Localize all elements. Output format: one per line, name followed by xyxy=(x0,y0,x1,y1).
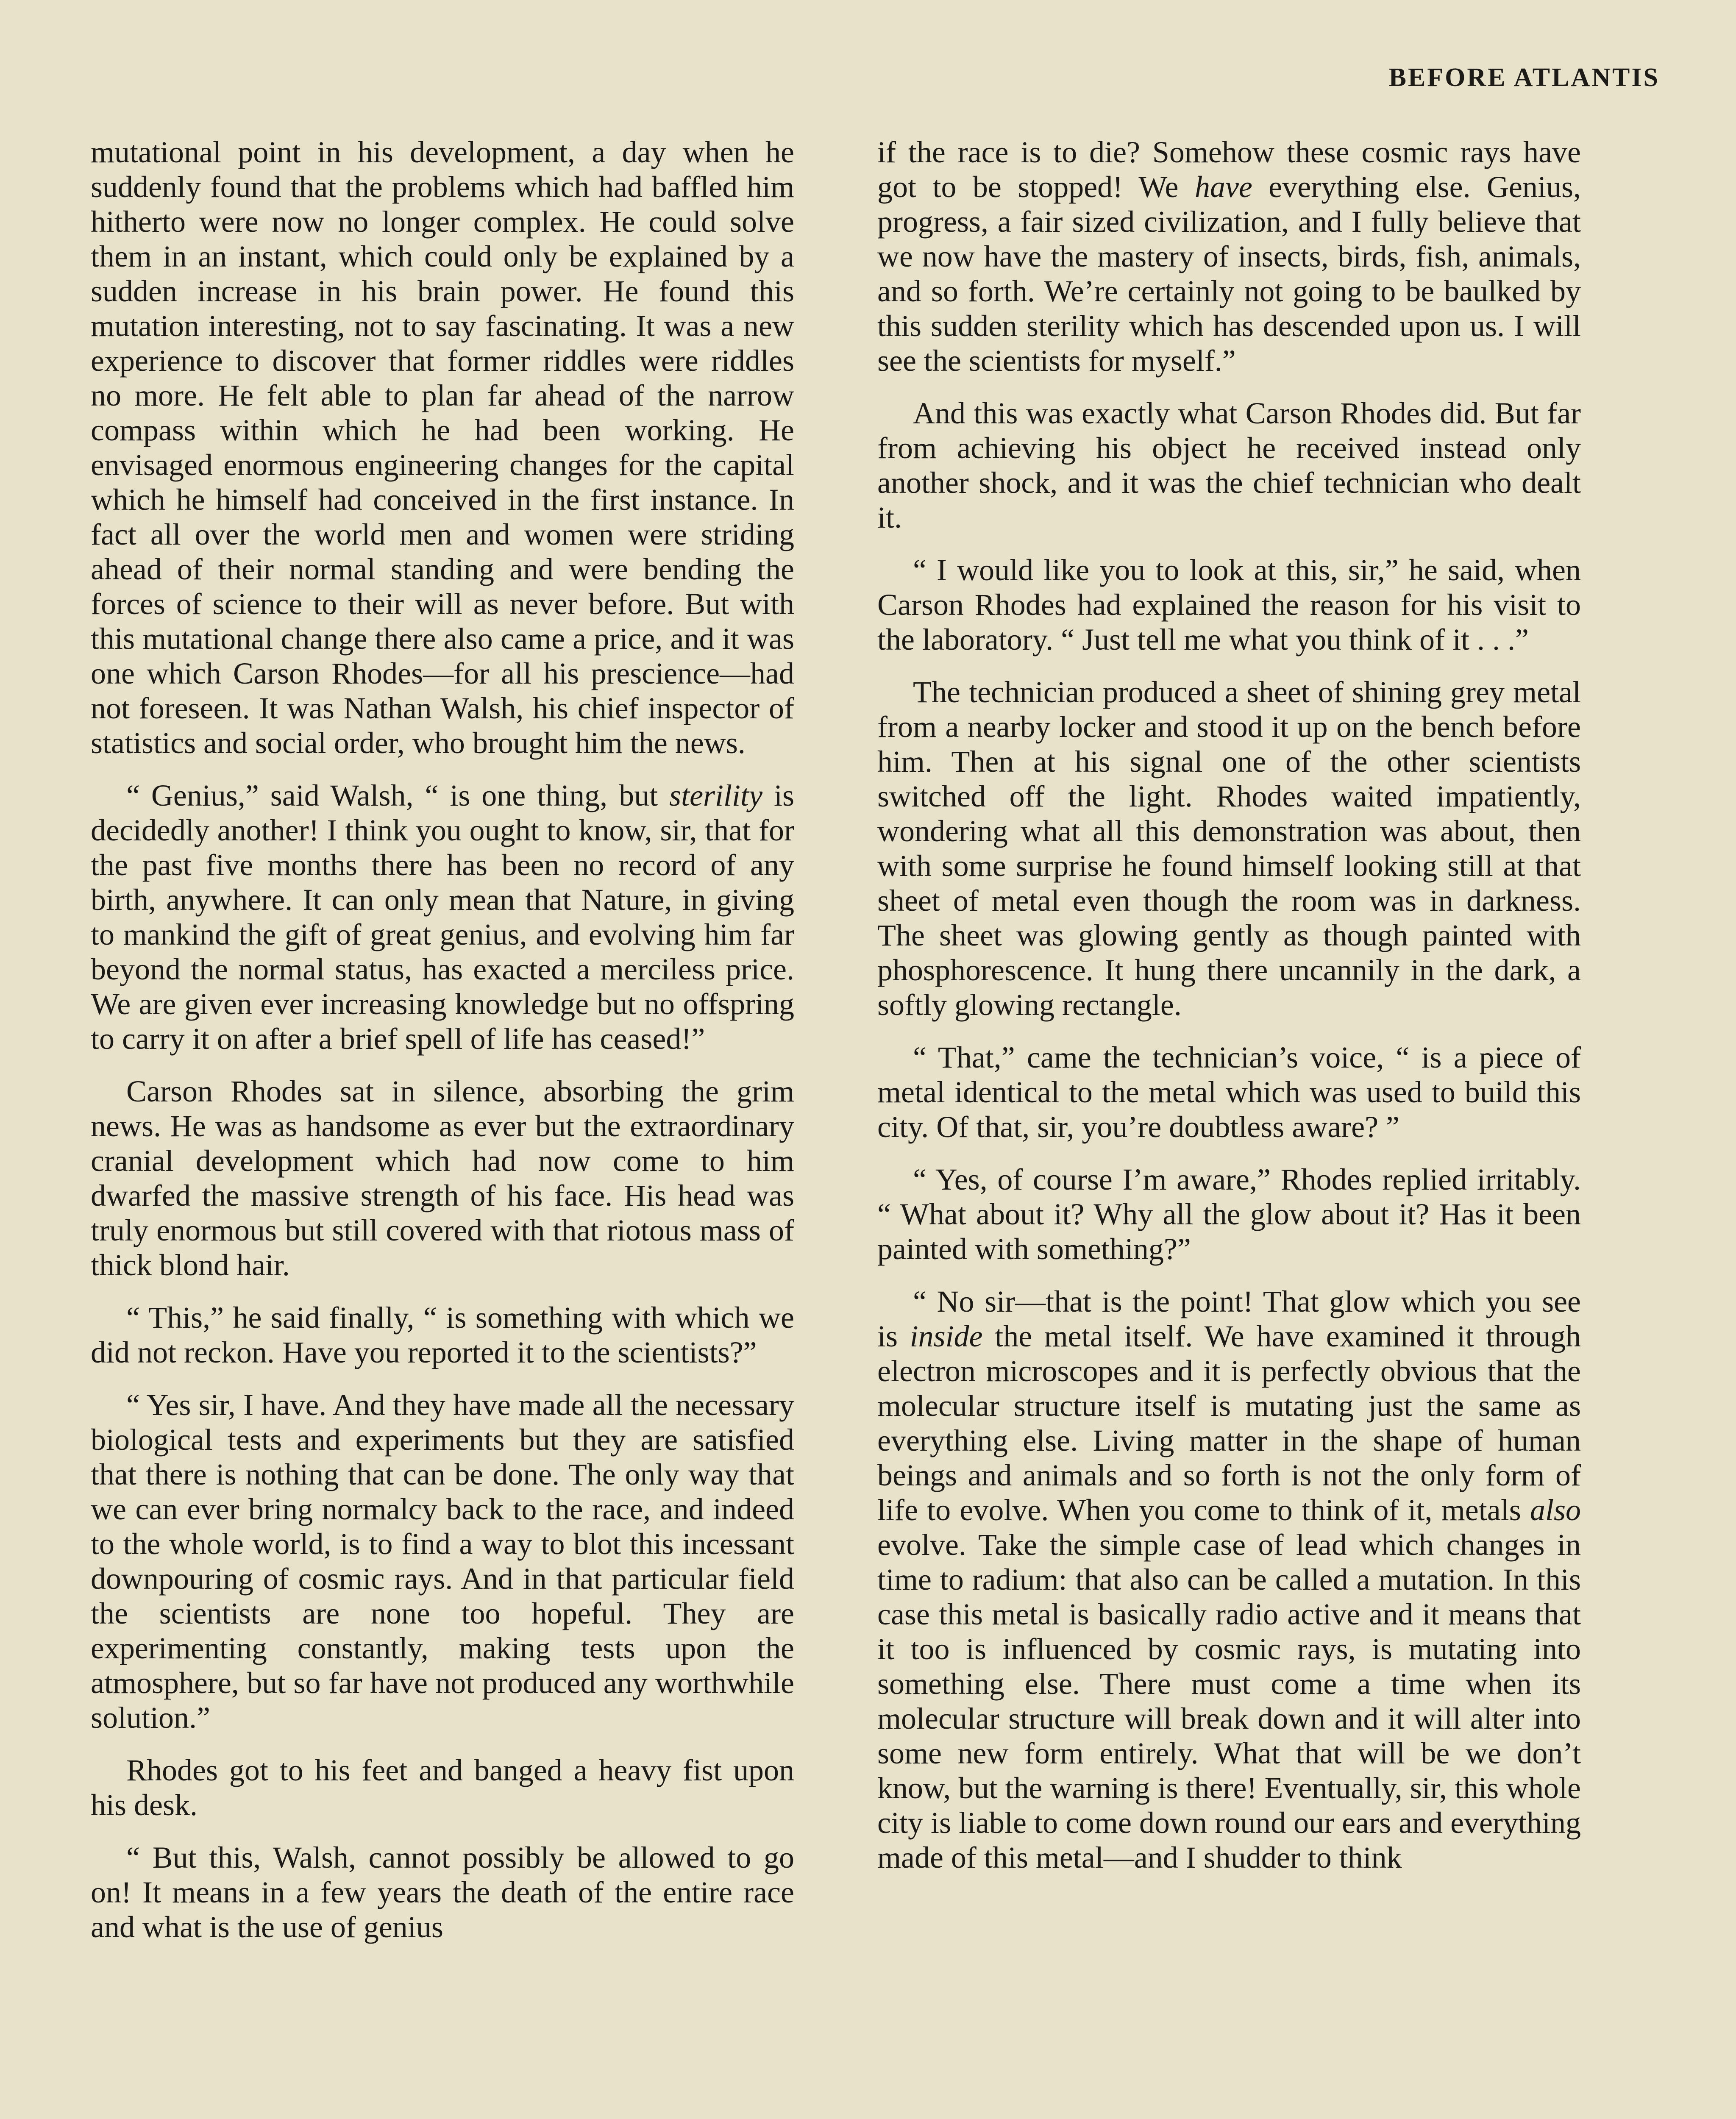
paragraph: “ Yes sir, I have. And they have made all the necessary biological tests and experiments but they are satisfied that there is nothing that can be done. The only way that we can ever bring normalcy back to the race, and indeed to the whole world, is to find a way to blot this incessant downpouring of cosmic rays. And in that particular field the scientists are none too hopeful. They are experimenting constantly, making tests upon the atmosphere, but so far have not produced any worthwhile solution.” xyxy=(91,1388,794,1735)
paragraph-text: “ Genius,” said Walsh, “ is one thing, but xyxy=(126,779,670,812)
paragraph: And this was exactly what Carson Rhodes did. But far from achieving his object he received instead only another shock, and it was the chief technician who dealt it. xyxy=(877,396,1581,534)
paragraph: The technician produced a sheet of shining grey metal from a nearby locker and stood it up on the bench before him. Then at his signal one of the other scientists switched off the light. Rhodes waited impatiently, wondering what all this demonstration was about, then with some surprise he found himself looking still at that sheet of metal even though the room was in darkness. The sheet was glowing gently as though painted with phosphorescence. It hung there uncannily in the dark, a softly glowing rectangle. xyxy=(877,675,1581,1022)
paragraph-text: is decidedly another! I think you ought to know, sir, that for the past five months there has been no record of any birth, anywhere. It can only mean that Nature, in giving to mankind the gift of great genius, and evolving him far beyond the normal status, has exacted a merciless price. We are given ever increasing knowledge but no offspring to carry it on after a brief spell of life has ceased!” xyxy=(91,779,794,1056)
paragraph: Rhodes got to his feet and banged a heavy fist upon his desk. xyxy=(91,1753,794,1822)
paragraph-text: everything else. Genius, progress, a fair sized civilization, and I fully believe that we now have the mastery of insects, birds, fish, animals, and so forth. We’re certainly not going to be baulked by this sudden sterility which has descended upon us. I will see the scientists for myself.” xyxy=(877,170,1581,378)
left-column xyxy=(91,135,794,1962)
paragraph: “ Yes, of course I’m aware,” Rhodes replied irritably. “ What about it? Why all the glow about it? Has it been painted with something?” xyxy=(877,1162,1581,1266)
emphasis-text: have xyxy=(1194,170,1252,204)
paragraph: “ This,” he said finally, “ is something with which we did not reckon. Have you reported it to the scientists?” xyxy=(91,1301,794,1369)
emphasis-text: sterility xyxy=(669,779,763,812)
right-column xyxy=(877,135,1581,1893)
emphasis-text: inside xyxy=(910,1319,983,1353)
paragraph xyxy=(877,135,1581,378)
paragraph-text: evolve. Take the simple case of lead which changes in time to radium: that also can be called a mutation. In this case this metal is basically radio active and it means that it too is influenced by cosmic rays, is mutating into something else. There must come a time when its molecular structure will break down and it will alter into some new form entirely. What that will be we don’t know, but the warning is there! Eventually, sir, this whole city is liable to come down round our ears and everything made of this metal—and I shudder to think xyxy=(877,1528,1581,1874)
paragraph: Carson Rhodes sat in silence, absorbing the grim news. He was as handsome as ever but the extraordinary cranial development which had now come to him dwarfed the massive strength of his face. His head was truly enormous but still covered with that riotous mass of thick blond hair. xyxy=(91,1074,794,1282)
paragraph: “ I would like you to look at this, sir,” he said, when Carson Rhodes had explained the reason for his visit to the laboratory. “ Just tell me what you think of it . . .” xyxy=(877,553,1581,656)
running-title: BEFORE ATLANTIS xyxy=(1388,63,1660,92)
paragraph-text: the metal itself. We have examined it through electron microscopes and it is perfectly obvious that the molecular structure itself is mutating just the same as everything else. Living matter in the shape of human beings and animals and so forth is not the only form of life to evolve. When you come to think of it, metals xyxy=(877,1319,1581,1527)
paragraph xyxy=(877,1284,1581,1875)
paragraph-text: “ No sir—that is the point! That glow which you see is xyxy=(877,1285,1581,1353)
paragraph-text: if the race is to die? Somehow these cosmic rays have got to be stopped! We xyxy=(877,135,1581,204)
paragraph: “ That,” came the technician’s voice, “ is a piece of metal identical to the metal which was used to build this city. Of that, sir, you’re doubtless aware? ” xyxy=(877,1040,1581,1144)
emphasis-text: also xyxy=(1530,1493,1581,1527)
paragraph: “ But this, Walsh, cannot possibly be allowed to go on! It means in a few years the death of the entire race and what is the use of genius xyxy=(91,1841,794,1944)
paragraph xyxy=(91,778,794,1056)
paragraph: mutational point in his development, a day when he suddenly found that the problems which had baffled him hitherto were now no longer complex. He could solve them in an instant, which could only be explained by a sudden increase in his brain power. He found this mutation interesting, not to say fascinating. It was a new experience to discover that former riddles were riddles no more. He felt able to plan far ahead of the narrow compass within which he had been working. He envisaged enormous engineering changes for the capital which he himself had conceived in the first instance. In fact all over the world men and women were striding ahead of their normal standing and were bending the forces of science to their will as never before. But with this mutational change there also came a price, and it was one which Carson Rhodes—for all his prescience—had not foreseen. It was Nathan Walsh, his chief inspector of statistics and social order, who brought him the news. xyxy=(91,135,794,760)
